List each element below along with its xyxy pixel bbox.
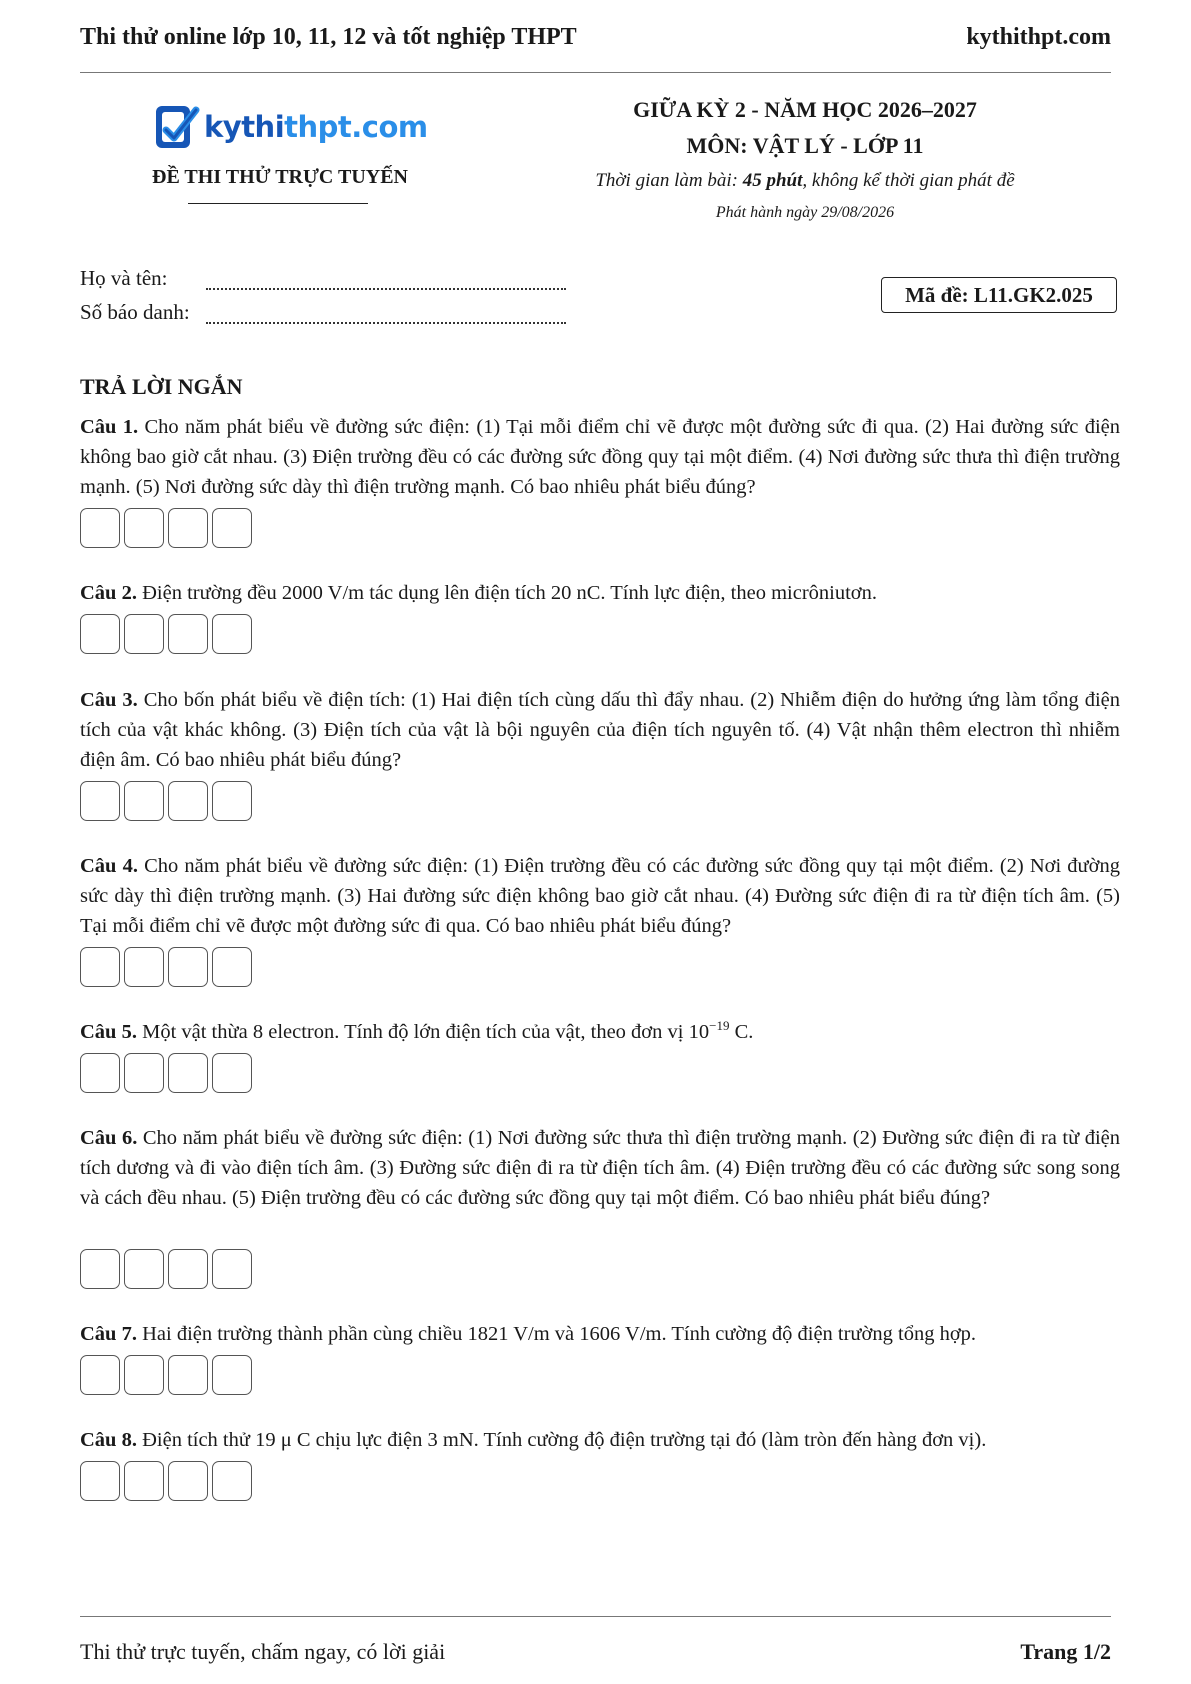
answer-box[interactable] (124, 614, 164, 654)
answer-box[interactable] (212, 1355, 252, 1395)
answer-box[interactable] (80, 781, 120, 821)
exam-code-box: Mã đề: L11.GK2.025 (881, 277, 1117, 313)
answer-box[interactable] (124, 781, 164, 821)
section-title: TRẢ LỜI NGẮN (80, 374, 243, 399)
site-logo (152, 100, 428, 154)
question-8: Câu 8. Điện tích thử 19 μ C chịu lực điện 3 mN. Tính cường độ điện trường tại đó (làm tròn đến hàng đơn vị). (80, 1429, 987, 1451)
question-5: Câu 5. Một vật thừa 8 electron. Tính độ lớn điện tích của vật, theo đơn vị $10^{-19}$ C. (80, 1018, 754, 1043)
question-6: Câu 6. Cho năm phát biểu về đường sức điện: (1) Nơi đường sức thưa thì điện trường mạnh. (2) Đường sức điện đi ra từ điện tích dương và đi vào điện tích âm. (3) Đường sức điện đi ra từ điện tích âm. (4) Điện trường đều có các đường sức song song và cách đều nhau. (5) Điện trường đều có các đường sức đồng quy tại một điểm. Có bao nhiêu phát biểu đúng? (80, 1127, 1120, 1209)
answer-boxes-1[interactable] (80, 508, 252, 548)
header-site: kythithpt.com (966, 24, 1111, 50)
answer-box[interactable] (168, 781, 208, 821)
answer-box[interactable] (80, 1355, 120, 1395)
answer-box[interactable] (168, 614, 208, 654)
logo-check-icon (152, 100, 202, 154)
answer-box[interactable] (168, 508, 208, 548)
question-4: Câu 4. Cho năm phát biểu về đường sức điện: (1) Điện trường đều có các đường sức đồng quy tại một điểm. (2) Nơi đường sức dày thì điện trường mạnh. (3) Hai đường sức điện không bao giờ cắt nhau. (4) Đường sức điện đi ra từ điện tích âm. (5) Tại mỗi điểm chỉ vẽ được một đường sức đi qua. Có bao nhiêu phát biểu đúng? (80, 855, 1121, 937)
answer-box[interactable] (80, 508, 120, 548)
footer-tagline: Thi thử trực tuyến, chấm ngay, có lời giải (80, 1639, 446, 1664)
answer-boxes-6[interactable] (80, 1249, 252, 1289)
exam-subject: MÔN: VẬT LÝ - LỚP 11 (686, 133, 924, 158)
id-field[interactable] (80, 300, 190, 325)
answer-boxes-4[interactable] (80, 947, 252, 987)
answer-box[interactable] (212, 1053, 252, 1093)
answer-box[interactable] (124, 1249, 164, 1289)
exam-duration: Thời gian làm bài: 45 phút, không kể thời gian phát đề (595, 170, 1015, 191)
answer-box[interactable] (124, 508, 164, 548)
online-exam-label: ĐỀ THI THỬ TRỰC TUYẾN (152, 166, 408, 188)
page-number: Trang 1/2 (1020, 1639, 1111, 1664)
answer-box[interactable] (212, 947, 252, 987)
answer-box[interactable] (168, 1355, 208, 1395)
page-footer (80, 1616, 1111, 1667)
logo-wordmark: kythithpt.com (204, 110, 428, 144)
answer-box[interactable] (212, 1249, 252, 1289)
answer-box[interactable] (124, 1053, 164, 1093)
answer-boxes-2[interactable] (80, 614, 252, 654)
question-2: Câu 2. Điện trường đều 2000 V/m tác dụng lên điện tích 20 nC. Tính lực điện, theo micrôniutơn. (80, 582, 878, 604)
answer-box[interactable] (80, 1053, 120, 1093)
answer-box[interactable] (124, 1461, 164, 1501)
answer-boxes-5[interactable] (80, 1053, 252, 1093)
answer-box[interactable] (80, 947, 120, 987)
exam-name: GIỮA KỲ 2 - NĂM HỌC 2026–2027 (633, 97, 977, 122)
answer-box[interactable] (212, 614, 252, 654)
answer-box[interactable] (168, 1461, 208, 1501)
answer-box[interactable] (80, 1249, 120, 1289)
name-label: Họ và tên: (80, 266, 168, 290)
answer-boxes-8[interactable] (80, 1461, 252, 1501)
answer-box[interactable] (124, 1355, 164, 1395)
answer-box[interactable] (212, 508, 252, 548)
answer-box[interactable] (168, 947, 208, 987)
question-7: Câu 7. Hai điện trường thành phần cùng chiều 1821 V/m và 1606 V/m. Tính cường độ điện trường tổng hợp. (80, 1323, 977, 1345)
answer-boxes-3[interactable] (80, 781, 252, 821)
id-line[interactable] (206, 304, 566, 324)
answer-box[interactable] (212, 781, 252, 821)
answer-box[interactable] (168, 1249, 208, 1289)
answer-box[interactable] (212, 1461, 252, 1501)
question-1: Câu 1. Cho năm phát biểu về đường sức điện: (1) Tại mỗi điểm chỉ vẽ được một đường sức đi qua. (2) Hai đường sức điện không bao giờ cắt nhau. (3) Điện trường đều có các đường sức đồng quy tại một điểm. (4) Nơi đường sức thưa thì điện trường mạnh. (5) Nơi đường sức dày thì điện trường mạnh. Có bao nhiêu phát biểu đúng? (80, 416, 1121, 498)
answer-box[interactable] (80, 614, 120, 654)
answer-box[interactable] (124, 947, 164, 987)
name-field[interactable] (80, 266, 167, 291)
question-3: Câu 3. Cho bốn phát biểu về điện tích: (1) Hai điện tích cùng dấu thì đẩy nhau. (2) Nhiễm điện do hưởng ứng làm tổng điện tích của vật khác không. (3) Điện tích của vật là bội nguyên của điện tích nguyên tố. (4) Vật nhận thêm electron thì nhiễm điện âm. Có bao nhiêu phát biểu đúng? (80, 689, 1121, 771)
release-date: Phát hành ngày 29/08/2026 (715, 204, 895, 221)
answer-box[interactable] (168, 1053, 208, 1093)
header-title: Thi thử online lớp 10, 11, 12 và tốt nghiệp THPT (80, 24, 577, 50)
divider (188, 203, 368, 204)
answer-box[interactable] (80, 1461, 120, 1501)
id-label: Số báo danh: (80, 300, 190, 324)
answer-boxes-7[interactable] (80, 1355, 252, 1395)
running-header (80, 20, 1111, 73)
name-line[interactable] (206, 270, 566, 290)
